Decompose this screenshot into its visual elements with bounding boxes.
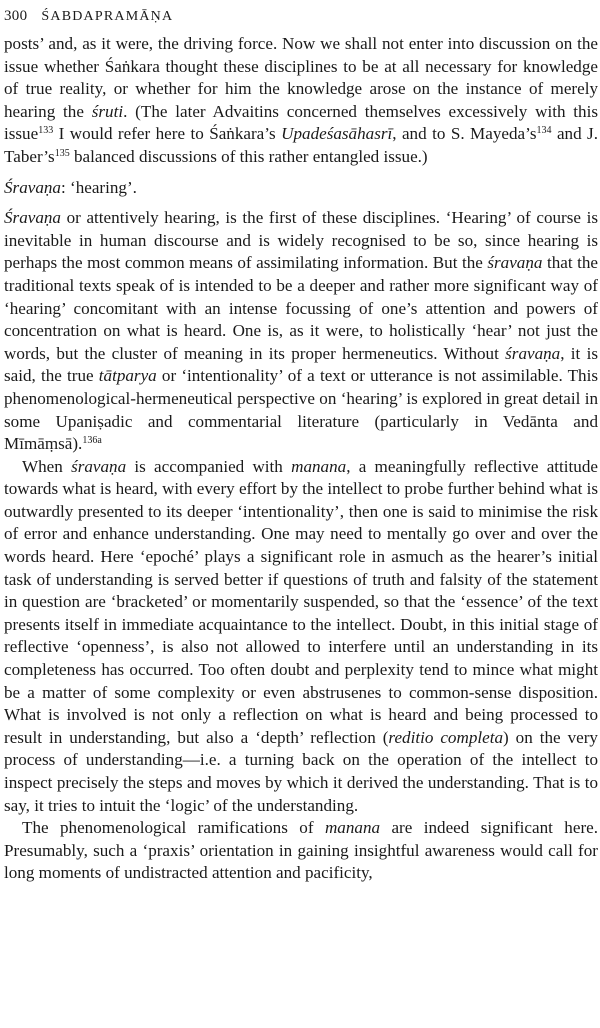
text-run: is accompanied with: [126, 456, 292, 476]
text-run: , a meaningfully reflective attitude towards what is heard, with every effort by the intellect to probe further behind what is outwardly presented to its deeper ‘intentionality’, then one is said to minimise the risk of error and enhance understanding. One may need to mentally go over and over the words heard. Here ‘epoché’ plays a significant role in asmuch as the hearer’s initial task of understanding is served better if questions of truth and falsity of the statement in question are ‘bracketed’ or momentarily suspended, so that the ‘essence’ of the text presents itself in immediate acquaintance to the intellect. Doubt, in this initial stage of reflective ‘openness’, is also not allowed to interfere until an understanding in its completeness has occurred. Too often doubt and perplexity tend to mince what might be a matter of some complexity or even abstrusenes to common-sense disposition. What is involved is not only a reflection on what is heard and being processed to result in understanding, but also a ‘depth’ reflection (: [4, 456, 598, 747]
paragraph-3: [4, 456, 598, 818]
italic-term: tātparya: [98, 366, 157, 386]
footnote-ref: 134: [536, 125, 552, 137]
italic-term: Śravaṇa: [4, 208, 61, 228]
text-run: or ‘intentionality’ of a text or utterance is not assimilable. This phenomenological-hermeneutical perspective on ‘hearing’ is explored in great detail in some Upaniṣadic and commentarial literature (particularly in Vedānta and Mīmāṃsā).: [4, 366, 598, 454]
italic-term: śruti: [91, 101, 124, 121]
running-title: ŚABDAPRAMĀṆA: [41, 9, 174, 24]
italic-term: śravaṇa: [71, 456, 127, 476]
italic-term: Upadeśasāhasrī: [281, 124, 393, 144]
text-run: The phenomenological ramifications of: [22, 818, 325, 838]
text-run: When: [22, 456, 72, 476]
text-run: posts’ and, as it were, the driving force. Now we shall not enter into discussion on the issue whether Śaṅkara thought these disciplines to be at all necessary for knowledge of true reality, or whether for him the knowledge arose on the instance of merely hearing the: [4, 34, 598, 121]
italic-term: manana: [324, 818, 381, 838]
text-run: , and to S. Mayeda’s: [392, 124, 537, 144]
text-run: . (The later Advaitins concerned themselves excessively with this issue: [4, 101, 599, 144]
text-run: and J. Taber’s: [4, 124, 598, 166]
footnote-ref: 133: [38, 125, 54, 137]
running-head: [4, 6, 598, 27]
section-heading: [4, 177, 598, 200]
page-number: 300: [4, 8, 28, 24]
text-run: or attentively hearing, is the first of these disciplines. ‘Hearing’ of course is inevitable in human discourse and is widely recognised to be so, since hearing is perhaps the most common means of assimilating information. But the: [4, 208, 598, 273]
paragraph-1: [4, 33, 598, 169]
text-run: balanced discussions of this rather entangled issue.): [69, 146, 428, 166]
paragraph-2: [4, 207, 598, 456]
footnote-ref: 135: [54, 147, 70, 159]
italic-term: manana: [291, 456, 347, 476]
footnote-ref: 136a: [82, 435, 102, 447]
italic-term: śravaṇa: [487, 253, 543, 273]
text-run: ) on the very process of understanding—i.e. a turning back on the operation of the intellect to inspect precisely the steps and moves by which it derived the understanding. That is to say, it tries to intuit the ‘logic’ of the understanding.: [4, 727, 598, 815]
heading-rest: : ‘hearing’.: [60, 177, 137, 197]
text-run: that the traditional texts speak of is intended to be a deeper and rather more significant way of ‘hearing’ concomitant with an intense focussing of one’s attention and powers of concentration on what is heard. One is, as it were, to holistically ‘hear’ not just the words, but the cluster of meaning in its proper hermeneutics. Without: [4, 253, 599, 363]
paragraph-4: [4, 817, 598, 885]
heading-term: Śravaṇa: [4, 177, 61, 197]
italic-term: śravaṇa: [505, 343, 561, 363]
text-run: I would refer here to Śaṅkara’s: [53, 124, 282, 144]
text-run: are indeed significant here. Presumably, such a ‘praxis’ orientation in gaining insightful awareness would call for long moments of undistracted attention and pacificity,: [4, 818, 598, 883]
italic-term: reditio completa: [388, 727, 503, 747]
text-run: , it is said, the true: [4, 343, 598, 386]
